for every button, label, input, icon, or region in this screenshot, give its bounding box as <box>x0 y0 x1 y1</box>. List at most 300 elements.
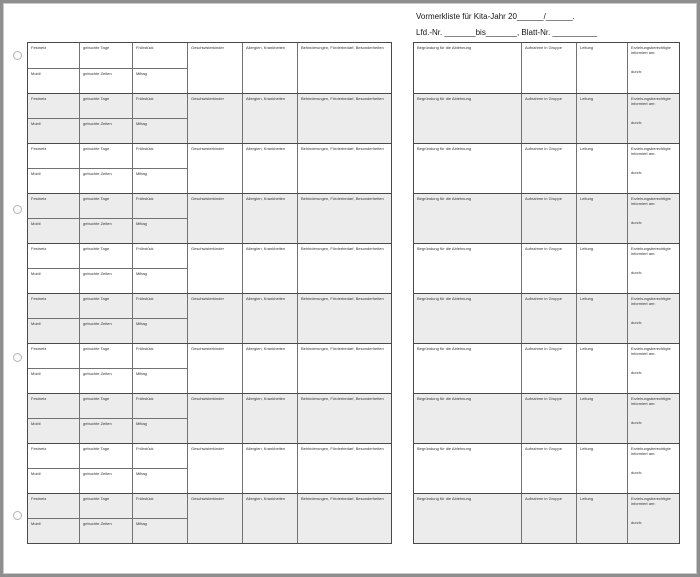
guardians-informed-cell <box>627 494 679 543</box>
group-admission-label: Aufnahme in Gruppe <box>525 96 562 101</box>
landline-field <box>28 294 79 318</box>
mobile-label: Mobil <box>31 471 41 476</box>
booked-times-field <box>80 118 132 143</box>
management-cell <box>576 394 627 443</box>
group-admission-label: Aufnahme in Gruppe <box>525 45 562 50</box>
phone-cell <box>28 294 79 343</box>
management-cell <box>576 244 627 293</box>
lunch-field <box>133 118 187 143</box>
booked-days-field <box>80 444 132 468</box>
lunch-field <box>133 168 187 193</box>
special-needs-cell <box>297 344 391 393</box>
allergies-cell <box>242 43 297 93</box>
booked-days-field <box>80 294 132 318</box>
management-label: Leitung <box>580 246 594 251</box>
siblings-label: Geschwisterkinder <box>191 396 224 401</box>
lunch-label: Mittag <box>136 271 147 276</box>
punch-hole <box>13 51 22 60</box>
booked-days-field <box>80 144 132 168</box>
allergies-label: Allergien, Krankheiten <box>246 346 286 351</box>
special-needs-cell <box>297 394 391 443</box>
group-admission-label: Aufnahme in Gruppe <box>525 196 562 201</box>
allergies-cell <box>242 194 297 243</box>
group-admission-label: Aufnahme in Gruppe <box>525 496 562 501</box>
meals-cell <box>132 94 187 143</box>
allergies-cell <box>242 94 297 143</box>
informed-by-label: durch: <box>631 520 643 525</box>
left-table-row <box>28 393 391 443</box>
phone-cell <box>28 43 79 93</box>
booking-cell <box>79 344 132 393</box>
mobile-field <box>28 318 79 343</box>
informed-by-label: durch: <box>631 69 643 74</box>
mobile-label: Mobil <box>31 70 41 76</box>
lunch-field <box>133 218 187 243</box>
siblings-label: Geschwisterkinder <box>191 45 224 50</box>
booked-times-field <box>80 368 132 393</box>
group-admission-label: Aufnahme in Gruppe <box>525 296 562 301</box>
booked-days-field <box>80 194 132 218</box>
special-needs-cell <box>297 294 391 343</box>
booked-times-field <box>80 318 132 343</box>
guardians-informed-label: Erziehungsberechtigte informiert am: <box>631 346 671 356</box>
lunch-field <box>133 368 187 393</box>
booked-times-field <box>80 218 132 243</box>
group-admission-label: Aufnahme in Gruppe <box>525 346 562 351</box>
mobile-label: Mobil <box>31 371 41 376</box>
mobile-field <box>28 368 79 393</box>
siblings-label: Geschwisterkinder <box>191 346 224 351</box>
group-admission-cell <box>521 43 576 93</box>
lunch-label: Mittag <box>136 371 147 376</box>
right-table-row <box>414 93 679 143</box>
management-cell <box>576 194 627 243</box>
breakfast-label: Frühstück <box>136 346 154 351</box>
special-needs-label: Behinderungen, Förderbedarf, Besonderheiten <box>301 246 384 251</box>
booked-days-label: gebuchte Tage <box>83 96 110 101</box>
management-label: Leitung <box>580 45 594 50</box>
special-needs-label: Behinderungen, Förderbedarf, Besonderheiten <box>301 96 384 101</box>
meals-cell <box>132 43 187 93</box>
left-table-row <box>28 343 391 393</box>
group-admission-cell <box>521 294 576 343</box>
form-numbering: Lfd.-Nr. _______bis_______, Blatt-Nr. __________ <box>416 28 598 37</box>
lunch-label: Mittag <box>136 321 147 326</box>
siblings-cell <box>187 144 242 193</box>
siblings-label: Geschwisterkinder <box>191 296 224 301</box>
booking-cell <box>79 444 132 493</box>
meals-cell <box>132 144 187 193</box>
booked-times-field <box>80 68 132 94</box>
booked-days-label: gebuchte Tage <box>83 146 110 151</box>
booking-cell <box>79 494 132 543</box>
phone-cell <box>28 94 79 143</box>
phone-cell <box>28 144 79 193</box>
group-admission-cell <box>521 444 576 493</box>
special-needs-cell <box>297 194 391 243</box>
form-header <box>416 9 597 41</box>
meals-cell <box>132 444 187 493</box>
mobile-label: Mobil <box>31 271 41 276</box>
booked-days-field <box>80 494 132 518</box>
special-needs-label: Behinderungen, Förderbedarf, Besonderheiten <box>301 196 384 201</box>
phone-cell <box>28 494 79 543</box>
landline-label: Festnetz <box>31 146 47 151</box>
booked-times-label: gebuchte Zeiten <box>83 471 112 476</box>
booked-times-field <box>80 168 132 193</box>
allergies-label: Allergien, Krankheiten <box>246 146 286 151</box>
lunch-label: Mittag <box>136 70 147 76</box>
siblings-label: Geschwisterkinder <box>191 96 224 101</box>
allergies-cell <box>242 444 297 493</box>
special-needs-cell <box>297 494 391 543</box>
rejection-reason-cell <box>414 244 521 293</box>
breakfast-label: Frühstück <box>136 45 154 50</box>
siblings-cell <box>187 94 242 143</box>
breakfast-label: Frühstück <box>136 146 154 151</box>
special-needs-label: Behinderungen, Förderbedarf, Besonderheiten <box>301 45 384 50</box>
booking-cell <box>79 94 132 143</box>
lunch-label: Mittag <box>136 521 147 526</box>
allergies-label: Allergien, Krankheiten <box>246 45 286 50</box>
landline-label: Festnetz <box>31 446 47 451</box>
management-label: Leitung <box>580 96 594 101</box>
lunch-label: Mittag <box>136 421 147 426</box>
landline-label: Festnetz <box>31 96 47 101</box>
right-table-row <box>414 443 679 493</box>
guardians-informed-label: Erziehungsberechtigte informiert am: <box>631 296 671 306</box>
siblings-cell <box>187 43 242 93</box>
informed-by-label: durch: <box>631 470 643 475</box>
rejection-reason-cell <box>414 444 521 493</box>
siblings-label: Geschwisterkinder <box>191 146 224 151</box>
left-table-row <box>28 93 391 143</box>
siblings-cell <box>187 494 242 543</box>
special-needs-label: Behinderungen, Förderbedarf, Besonderheiten <box>301 346 384 351</box>
landline-field <box>28 444 79 468</box>
group-admission-cell <box>521 244 576 293</box>
booked-days-label: gebuchte Tage <box>83 296 110 301</box>
booked-days-label: gebuchte Tage <box>83 396 110 401</box>
siblings-label: Geschwisterkinder <box>191 446 224 451</box>
guardians-informed-label: Erziehungsberechtigte informiert am: <box>631 446 671 456</box>
phone-cell <box>28 194 79 243</box>
group-admission-label: Aufnahme in Gruppe <box>525 396 562 401</box>
rejection-reason-label: Begründung für die Ablehnung <box>417 346 472 351</box>
lunch-field <box>133 68 187 94</box>
meals-cell <box>132 244 187 293</box>
booking-cell <box>79 244 132 293</box>
right-table-row <box>414 43 679 93</box>
landline-field <box>28 194 79 218</box>
booked-times-label: gebuchte Zeiten <box>83 371 112 376</box>
group-admission-cell <box>521 344 576 393</box>
left-table-row <box>28 243 391 293</box>
lunch-field <box>133 318 187 343</box>
mobile-field <box>28 418 79 443</box>
booked-days-field <box>80 244 132 268</box>
rejection-reason-label: Begründung für die Ablehnung <box>417 446 472 451</box>
booked-days-field <box>80 94 132 118</box>
group-admission-label: Aufnahme in Gruppe <box>525 146 562 151</box>
breakfast-field <box>133 144 187 168</box>
landline-field <box>28 94 79 118</box>
guardians-informed-cell <box>627 194 679 243</box>
breakfast-label: Frühstück <box>136 396 154 401</box>
siblings-cell <box>187 394 242 443</box>
guardians-informed-cell <box>627 294 679 343</box>
mobile-field <box>28 518 79 543</box>
allergies-label: Allergien, Krankheiten <box>246 296 286 301</box>
punch-hole <box>13 205 22 214</box>
rejection-reason-cell <box>414 494 521 543</box>
special-needs-label: Behinderungen, Förderbedarf, Besonderheiten <box>301 146 384 151</box>
informed-by-label: durch: <box>631 370 643 375</box>
allergies-cell <box>242 494 297 543</box>
special-needs-label: Behinderungen, Förderbedarf, Besonderheiten <box>301 496 384 501</box>
breakfast-field <box>133 194 187 218</box>
siblings-label: Geschwisterkinder <box>191 246 224 251</box>
mobile-label: Mobil <box>31 221 41 226</box>
left-table-row <box>28 143 391 193</box>
allergies-cell <box>242 344 297 393</box>
allergies-cell <box>242 244 297 293</box>
group-admission-cell <box>521 494 576 543</box>
breakfast-label: Frühstück <box>136 96 154 101</box>
siblings-cell <box>187 444 242 493</box>
punch-hole <box>13 511 22 520</box>
informed-by-label: durch: <box>631 120 643 125</box>
landline-field <box>28 144 79 168</box>
special-needs-cell <box>297 43 391 93</box>
rejection-reason-cell <box>414 394 521 443</box>
lunch-field <box>133 468 187 493</box>
special-needs-label: Behinderungen, Förderbedarf, Besonderheiten <box>301 296 384 301</box>
breakfast-label: Frühstück <box>136 446 154 451</box>
siblings-cell <box>187 294 242 343</box>
left-table-row <box>28 193 391 243</box>
allergies-label: Allergien, Krankheiten <box>246 396 286 401</box>
allergies-label: Allergien, Krankheiten <box>246 96 286 101</box>
guardians-informed-cell <box>627 244 679 293</box>
allergies-label: Allergien, Krankheiten <box>246 196 286 201</box>
booked-days-field <box>80 43 132 68</box>
booked-times-label: gebuchte Zeiten <box>83 271 112 276</box>
guardians-informed-label: Erziehungsberechtigte informiert am: <box>631 146 671 156</box>
informed-by-label: durch: <box>631 220 643 225</box>
registration-table-left <box>27 42 392 544</box>
guardians-informed-cell <box>627 144 679 193</box>
booking-cell <box>79 43 132 93</box>
phone-cell <box>28 444 79 493</box>
group-admission-cell <box>521 394 576 443</box>
guardians-informed-label: Erziehungsberechtigte informiert am: <box>631 45 671 55</box>
decision-table-right <box>413 42 680 544</box>
special-needs-cell <box>297 244 391 293</box>
group-admission-label: Aufnahme in Gruppe <box>525 246 562 251</box>
right-table-row <box>414 143 679 193</box>
guardians-informed-label: Erziehungsberechtigte informiert am: <box>631 496 671 506</box>
rejection-reason-label: Begründung für die Ablehnung <box>417 496 472 501</box>
rejection-reason-label: Begründung für die Ablehnung <box>417 96 472 101</box>
booked-times-field <box>80 268 132 293</box>
management-label: Leitung <box>580 346 594 351</box>
breakfast-label: Frühstück <box>136 296 154 301</box>
landline-field <box>28 344 79 368</box>
rejection-reason-label: Begründung für die Ablehnung <box>417 296 472 301</box>
landline-label: Festnetz <box>31 45 47 50</box>
guardians-informed-cell <box>627 394 679 443</box>
landline-label: Festnetz <box>31 246 47 251</box>
guardians-informed-cell <box>627 444 679 493</box>
right-table-row <box>414 343 679 393</box>
siblings-label: Geschwisterkinder <box>191 496 224 501</box>
landline-label: Festnetz <box>31 346 47 351</box>
guardians-informed-label: Erziehungsberechtigte informiert am: <box>631 196 671 206</box>
mobile-label: Mobil <box>31 421 41 426</box>
booking-cell <box>79 294 132 343</box>
booked-times-field <box>80 418 132 443</box>
rejection-reason-label: Begründung für die Ablehnung <box>417 396 472 401</box>
booked-days-label: gebuchte Tage <box>83 246 110 251</box>
guardians-informed-cell <box>627 94 679 143</box>
landline-field <box>28 244 79 268</box>
rejection-reason-label: Begründung für die Ablehnung <box>417 146 472 151</box>
lunch-label: Mittag <box>136 221 147 226</box>
phone-cell <box>28 394 79 443</box>
guardians-informed-label: Erziehungsberechtigte informiert am: <box>631 246 671 256</box>
management-label: Leitung <box>580 296 594 301</box>
mobile-field <box>28 168 79 193</box>
breakfast-field <box>133 244 187 268</box>
landline-label: Festnetz <box>31 396 47 401</box>
informed-by-label: durch: <box>631 270 643 275</box>
rejection-reason-label: Begründung für die Ablehnung <box>417 246 472 251</box>
allergies-cell <box>242 294 297 343</box>
management-cell <box>576 94 627 143</box>
punch-hole <box>13 353 22 362</box>
allergies-label: Allergien, Krankheiten <box>246 246 286 251</box>
landline-field <box>28 43 79 68</box>
siblings-label: Geschwisterkinder <box>191 196 224 201</box>
special-needs-cell <box>297 444 391 493</box>
landline-label: Festnetz <box>31 496 47 501</box>
breakfast-field <box>133 43 187 68</box>
landline-field <box>28 494 79 518</box>
management-cell <box>576 444 627 493</box>
special-needs-label: Behinderungen, Förderbedarf, Besonderheiten <box>301 446 384 451</box>
special-needs-cell <box>297 94 391 143</box>
booked-days-label: gebuchte Tage <box>83 196 110 201</box>
booked-times-label: gebuchte Zeiten <box>83 321 112 326</box>
allergies-label: Allergien, Krankheiten <box>246 496 286 501</box>
booked-days-field <box>80 344 132 368</box>
group-admission-label: Aufnahme in Gruppe <box>525 446 562 451</box>
booked-times-label: gebuchte Zeiten <box>83 121 112 126</box>
booked-times-label: gebuchte Zeiten <box>83 421 112 426</box>
guardians-informed-label: Erziehungsberechtigte informiert am: <box>631 96 671 106</box>
allergies-label: Allergien, Krankheiten <box>246 446 286 451</box>
rejection-reason-cell <box>414 144 521 193</box>
management-cell <box>576 43 627 93</box>
landline-label: Festnetz <box>31 296 47 301</box>
group-admission-cell <box>521 94 576 143</box>
breakfast-field <box>133 444 187 468</box>
breakfast-field <box>133 94 187 118</box>
mobile-field <box>28 468 79 493</box>
rejection-reason-label: Begründung für die Ablehnung <box>417 45 472 50</box>
left-table-row <box>28 493 391 543</box>
rejection-reason-cell <box>414 294 521 343</box>
booked-times-label: gebuchte Zeiten <box>83 171 112 176</box>
rejection-reason-cell <box>414 194 521 243</box>
breakfast-label: Frühstück <box>136 196 154 201</box>
mobile-label: Mobil <box>31 321 41 326</box>
mobile-label: Mobil <box>31 521 41 526</box>
meals-cell <box>132 194 187 243</box>
management-cell <box>576 344 627 393</box>
left-table-row <box>28 293 391 343</box>
landline-field <box>28 394 79 418</box>
management-label: Leitung <box>580 396 594 401</box>
breakfast-field <box>133 344 187 368</box>
booked-times-label: gebuchte Zeiten <box>83 70 112 76</box>
mobile-field <box>28 68 79 94</box>
booking-cell <box>79 144 132 193</box>
rejection-reason-cell <box>414 43 521 93</box>
right-table-row <box>414 393 679 443</box>
meals-cell <box>132 344 187 393</box>
lunch-label: Mittag <box>136 171 147 176</box>
booked-times-field <box>80 468 132 493</box>
breakfast-label: Frühstück <box>136 496 154 501</box>
guardians-informed-label: Erziehungsberechtigte informiert am: <box>631 396 671 406</box>
guardians-informed-cell <box>627 43 679 93</box>
siblings-cell <box>187 194 242 243</box>
lunch-field <box>133 518 187 543</box>
booked-days-label: gebuchte Tage <box>83 446 110 451</box>
right-table-row <box>414 243 679 293</box>
booked-days-label: gebuchte Tage <box>83 346 110 351</box>
informed-by-label: durch: <box>631 170 643 175</box>
booked-times-field <box>80 518 132 543</box>
left-table-row <box>28 43 391 93</box>
allergies-cell <box>242 144 297 193</box>
informed-by-label: durch: <box>631 320 643 325</box>
booked-days-label: gebuchte Tage <box>83 496 110 501</box>
mobile-label: Mobil <box>31 171 41 176</box>
siblings-cell <box>187 344 242 393</box>
group-admission-cell <box>521 144 576 193</box>
management-label: Leitung <box>580 196 594 201</box>
lunch-field <box>133 268 187 293</box>
special-needs-cell <box>297 144 391 193</box>
lunch-label: Mittag <box>136 471 147 476</box>
management-label: Leitung <box>580 496 594 501</box>
mobile-field <box>28 268 79 293</box>
guardians-informed-cell <box>627 344 679 393</box>
booked-days-label: gebuchte Tage <box>83 45 110 50</box>
meals-cell <box>132 394 187 443</box>
breakfast-label: Frühstück <box>136 246 154 251</box>
management-cell <box>576 494 627 543</box>
breakfast-field <box>133 294 187 318</box>
informed-by-label: durch: <box>631 420 643 425</box>
mobile-field <box>28 218 79 243</box>
management-cell <box>576 144 627 193</box>
booked-times-label: gebuchte Zeiten <box>83 521 112 526</box>
lunch-field <box>133 418 187 443</box>
